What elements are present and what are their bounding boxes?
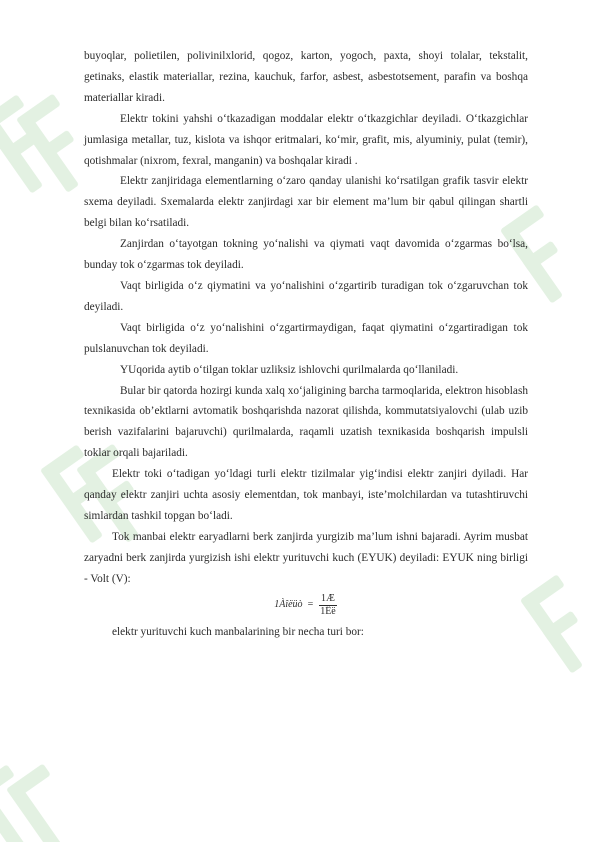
paragraph: Vaqt birligida o‘z qiymatini va yo‘nalishini o‘zgartirib turadigan tok o‘zgaruvchan tok deyiladi. xyxy=(84,279,528,313)
document-body xyxy=(84,46,528,642)
paragraph: Bular bir qatorda hozirgi kunda xalq xo‘jaligining barcha tarmoqlarida, elektron hisoblash texnikasida ob’ektlarni avtomatik boshqarishda nazorat qilishda, kommutatsiyalovchi (ulab uzib berish vazifalarini bajaruvchi) qurilmalarda, raqamli uzatish texnikasida boshqarish impulsli toklar orqali bajariladi. xyxy=(84,384,528,460)
paragraph: Vaqt birligida o‘z yo‘nalishini o‘zgartirmaydigan, faqat qiymatini o‘zgartiradigan tok pulslanuvchan tok deyiladi. xyxy=(84,321,528,355)
paragraph: YUqorida aytib o‘tilgan toklar uzliksiz ishlovchi qurilmalarda qo‘llaniladi. xyxy=(120,363,459,376)
emf-formula xyxy=(84,591,528,621)
formula-fraction xyxy=(318,593,338,618)
formula-equals: = xyxy=(307,599,314,611)
paragraph: Tok manbai elektr earyadlarni berk zanjirda yurgizib ma’lum ishni bajaradi. Ayrim musbat zaryadni berk zanjirda yurgizish ishi elektr yurituvchi kuch (EYUK) deyiladi: EYUK ning birligi - Volt (V): xyxy=(84,530,528,585)
formula-denominator: 1Êë xyxy=(320,606,336,618)
paragraph: elektr yurituvchi kuch manbalarining bir necha turi bor: xyxy=(112,625,364,638)
formula-lhs: 1Àîëüò xyxy=(274,599,303,611)
paragraph: buyoqlar, polietilen, polivinilxlorid, qogoz, karton, yogoch, paxta, shoyi tolalar, tekstalit, getinaks, elastik materiallar, rezina, kauchuk, farfor, asbest, asbestotsement, parafin va boshqa materiallar kiradi. xyxy=(84,50,528,104)
paragraph: Zanjirdan o‘tayotgan tokning yo‘nalishi va qiymati vaqt davomida o‘zgarmas bo‘lsa, bunday tok o‘zgarmas tok deyiladi. xyxy=(84,238,528,272)
formula-numerator: 1Æ xyxy=(321,593,335,605)
paragraph: Elektr toki o‘tadigan yo‘ldagi turli elektr tizilmalar yig‘indisi elektr zanjiri dyiladi. Har qanday elektr zanjiri uchta asosiy elementdan, tok manbayi, iste’molchilardan va tutashtiruvchi simlardan tashkil topgan bo‘ladi. xyxy=(84,468,528,522)
paragraph: Elektr zanjiridaga elementlarning o‘zaro qanday ulanishi ko‘rsatilgan grafik tasvir elektr sxema deyiladi. Sxemalarda elektr zanjirdagi xar bir element ma’lum bir qabul qilingan shartli belgi bilan ko‘rsatiladi. xyxy=(84,175,528,230)
paragraph: Elektr tokini yahshi o‘tkazadigan moddalar elektr o‘tkazgichlar deyiladi. O‘tkazgichlar jumlasiga metallar, tuz, kislota va ishqor eritmalari, ko‘mir, grafit, mis, alyuminiy, pulat (temir), qotishmalar (nixrom, fexral, manganin) va boshqalar kiradi . xyxy=(84,112,528,167)
